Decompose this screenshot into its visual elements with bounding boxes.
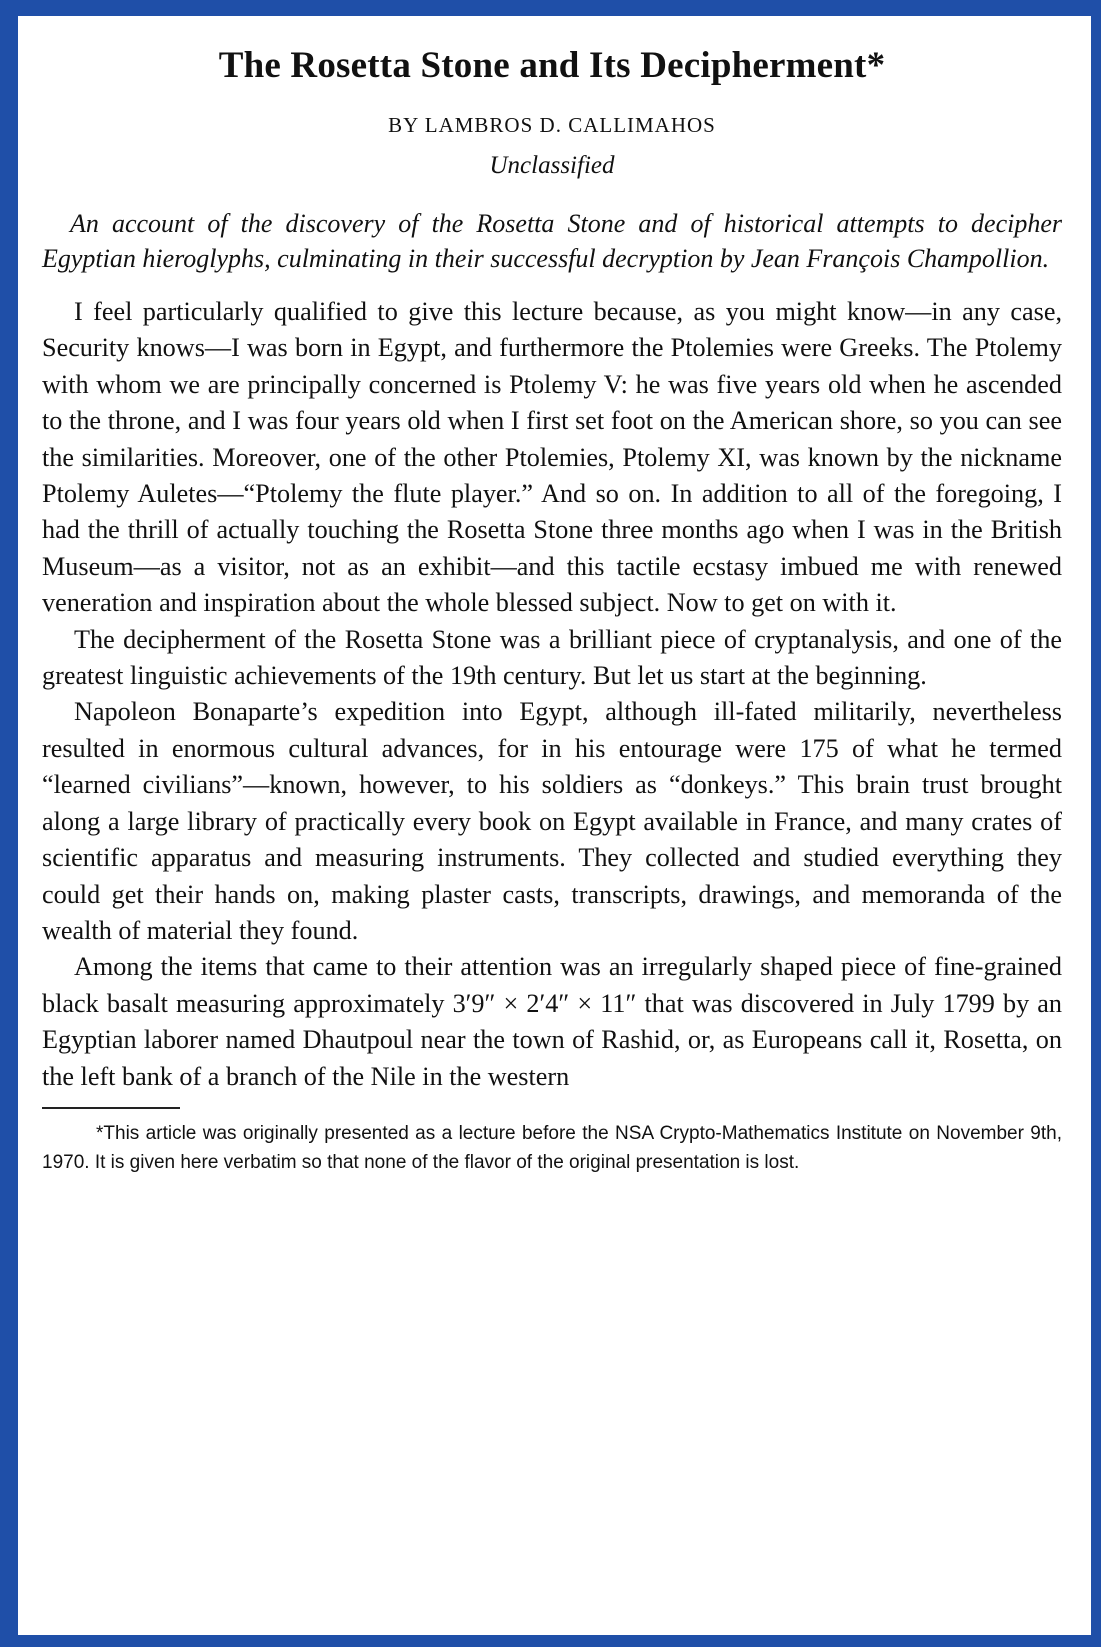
body-paragraph-4: Among the items that came to their attention was an irregularly shaped piece of fine-grained black basalt measuring approximately 3′9″ × 2′4″ × 11″ that was discovered in July 1799 by an Egyptian laborer named Dhautpoul near the town of Rashid, or, as Europeans call it, Rosetta, on the left bank of a branch of the Nile in the western [42, 952, 1062, 1091]
author-byline: BY LAMBROS D. CALLIMAHOS [388, 113, 716, 137]
body-paragraph-2: The decipherment of the Rosetta Stone was a brilliant piece of cryptanalysis, and one of the greatest linguistic achievements of the 19th century. But let us start at the beginning. [42, 624, 1062, 691]
document-page [42, 44, 1062, 1177]
article-body [42, 294, 1062, 1095]
body-paragraph-1: I feel particularly qualified to give this lecture because, as you might know—in any case, Security knows—I was born in Egypt, and furthermore the Ptolemies were Greeks. The Ptolemy with whom we are principally concerned is Ptolemy V: he was five years old when he ascended to the throne, and I was four years old when I first set foot on the American shore, so you can see the similarities. Moreover, one of the other Ptolemies, Ptolemy XI, was known by the nickname Ptolemy Auletes—“Ptolemy the flute player.” And so on. In addition to all of the foregoing, I had the thrill of actually touching the Rosetta Stone three months ago when I was in the British Museum—as a visitor, not as an exhibit—and this tactile ecstasy imbued me with renewed veneration and inspiration about the whole blessed subject. Now to get on with it. [42, 297, 1062, 618]
abstract-text: An account of the discovery of the Rosetta Stone and of historical attempts to decipher Egyptian hieroglyphs, culminating in their successful decryption by Jean François Champollion. [42, 209, 1062, 273]
document-frame [18, 16, 1091, 1635]
footnote-divider [42, 1107, 180, 1109]
footnote: *This article was originally presented as a lecture before the NSA Crypto-Mathematics Institute on November 9th, 1970. It is given here verbatim so that none of the flavor of the original presentation is lost. [42, 1122, 1062, 1173]
body-paragraph-3: Napoleon Bonaparte’s expedition into Egypt, although ill-fated militarily, nevertheless resulted in enormous cultural advances, for in his entourage were 175 of what he termed “learned civilians”—known, however, to his soldiers as “donkeys.” This brain trust brought along a large library of practically every book on Egypt available in France, and many crates of scientific apparatus and measuring instruments. They collected and studied everything they could get their hands on, making plaster casts, transcripts, drawings, and memoranda of the wealth of material they found. [42, 697, 1062, 945]
article-abstract [42, 206, 1062, 276]
article-title: The Rosetta Stone and Its Decipherment* [218, 45, 886, 86]
classification-label: Unclassified [489, 152, 615, 179]
